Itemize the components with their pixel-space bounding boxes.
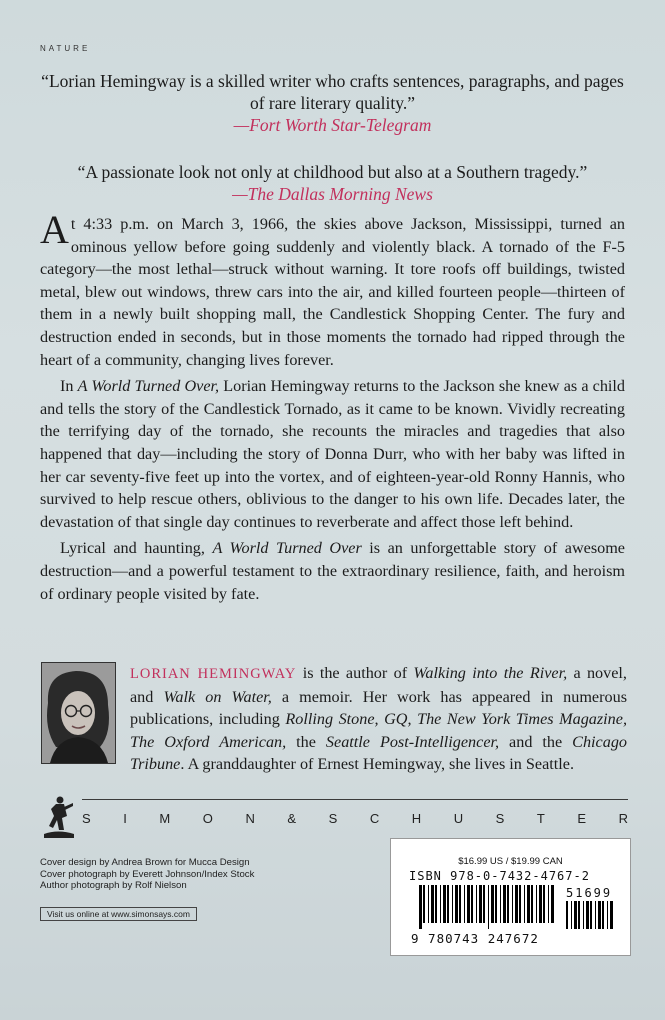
barcode-panel xyxy=(390,838,631,956)
barcode-main-icon xyxy=(419,885,557,929)
blurb-1-source: —Fort Worth Star-Telegram xyxy=(233,115,432,135)
pub-letter: C xyxy=(369,811,380,826)
pub-letter: R xyxy=(618,811,628,826)
barcode-digits: 9 780743 247672 xyxy=(411,931,539,946)
credit-line: Author photograph by Rolf Nielson xyxy=(40,880,187,892)
bio-text-2: a novel, and xyxy=(130,664,627,706)
blurb-2-source: —The Dallas Morning News xyxy=(232,184,433,204)
publisher-name xyxy=(82,811,628,826)
bio-text-1: is the author of xyxy=(296,664,414,682)
p3-pre: Lyrical and haunting, xyxy=(60,539,213,558)
pub-letter: H xyxy=(411,811,422,826)
author-name: LORIAN HEMINGWAY xyxy=(130,666,297,682)
description-paragraph-2 xyxy=(40,375,625,533)
website-link[interactable]: Visit us online at www.simonsays.com xyxy=(40,907,197,921)
author-portrait-icon xyxy=(42,663,115,763)
bio-pub-2: Seattle Post-Intelligencer, xyxy=(325,732,500,751)
author-bio xyxy=(130,662,627,776)
credit-line: Cover design by Andrea Brown for Mucca Design xyxy=(40,857,250,868)
bio-book-2: Walk on Water, xyxy=(163,687,272,706)
pub-letter: S xyxy=(82,811,91,826)
author-photo xyxy=(41,662,116,764)
bio-pub-1: Rolling Stone, GQ, The New York Times Magazine, The Oxford American, xyxy=(130,710,628,751)
p2-pre: In xyxy=(60,377,78,396)
pub-letter: N xyxy=(245,811,255,826)
blurb-1-text: “Lorian Hemingway is a skilled writer who crafts sentences, paragraphs, and pages of rare literary quality.” xyxy=(41,71,624,113)
bio-text-3: a memoir. Her work has appeared in numerous publications, including xyxy=(130,687,627,729)
pub-letter: E xyxy=(577,811,587,826)
price-label: $16.99 US / $19.99 CAN xyxy=(458,856,563,867)
blurb-1 xyxy=(40,70,625,136)
pub-letter: T xyxy=(536,811,545,826)
price-addon-label: 51699 xyxy=(566,886,613,900)
drop-cap: A xyxy=(40,207,69,252)
sower-logo-icon xyxy=(40,794,76,840)
p1-text: t 4:33 p.m. on March 3, 1966, the skies above Jackson, Mississippi, turned an ominous yellow before going suddenly and violently black. A tornado of the F-5 category—the most lethal—struck without warning. It tore roofs off buildings, twisted metal, blew out windows, threw cars into the air, and killed fourteen people—thirteen of them in a newly built shopping mall, the Candlestick Shopping Center. The fury and destruction ended in seconds, but in those moments the tornado had ripped through the heart of a community, changing lives forever. xyxy=(40,215,625,369)
pub-letter: & xyxy=(287,811,297,826)
bio-book-1: Walking into the River, xyxy=(413,664,568,682)
p3-text: is an unforgettable story of awesome destruction—and a powerful testament to the extraordinary resilience, faith, and heroism of ordinary people visited by fate. xyxy=(40,539,625,603)
cover-credits xyxy=(40,857,254,892)
isbn-label: ISBN 978-0-7432-4767-2 xyxy=(409,869,590,883)
category-label: NATURE xyxy=(40,44,91,53)
blurb-2 xyxy=(40,161,625,205)
description-paragraph-1 xyxy=(40,207,625,371)
p3-title: A World Turned Over xyxy=(212,539,362,558)
pub-letter: O xyxy=(202,811,213,826)
bio-text-5: and the xyxy=(499,732,573,751)
pub-letter: M xyxy=(159,811,171,826)
publisher-imprint xyxy=(40,794,628,842)
bio-pub-3: Chicago Tribune xyxy=(130,732,628,774)
pub-letter: S xyxy=(495,811,505,826)
bio-text-6: . A granddaughter of Ernest Hemingway, she lives in Seattle. xyxy=(180,755,575,774)
barcode-addon-icon xyxy=(566,901,616,929)
p2-title: A World Turned Over, xyxy=(77,377,220,396)
blurb-2-text: “A passionate look not only at childhood but also at a Southern tragedy.” xyxy=(77,162,588,182)
pub-letter: I xyxy=(123,811,127,826)
description xyxy=(40,207,626,609)
p2-text: Lorian Hemingway returns to the Jackson she knew as a child and tells the story of the Candlestick Tornado, as it came to be known. Vividly recreating the terrifying day of the tornado, she recounts the miracles and tragedies that also happened that day—including the story of Donna Durr, who with her baby was lifted in her car seventy-five feet up into the vortex, and of eighteen-year-old Ronny Hannis, who survived to help rescue others, oblivious to the danger to his own life. Decades later, the devastation of that single day continues to reverberate and affect those left behind. xyxy=(40,377,626,531)
credit-line: Cover photograph by Everett Johnson/Index Stock xyxy=(40,868,255,880)
pub-letter: S xyxy=(328,811,338,826)
publisher-divider xyxy=(82,799,628,800)
pub-letter: U xyxy=(453,811,464,826)
description-paragraph-3 xyxy=(40,537,625,605)
bio-text-4: the xyxy=(286,732,326,751)
